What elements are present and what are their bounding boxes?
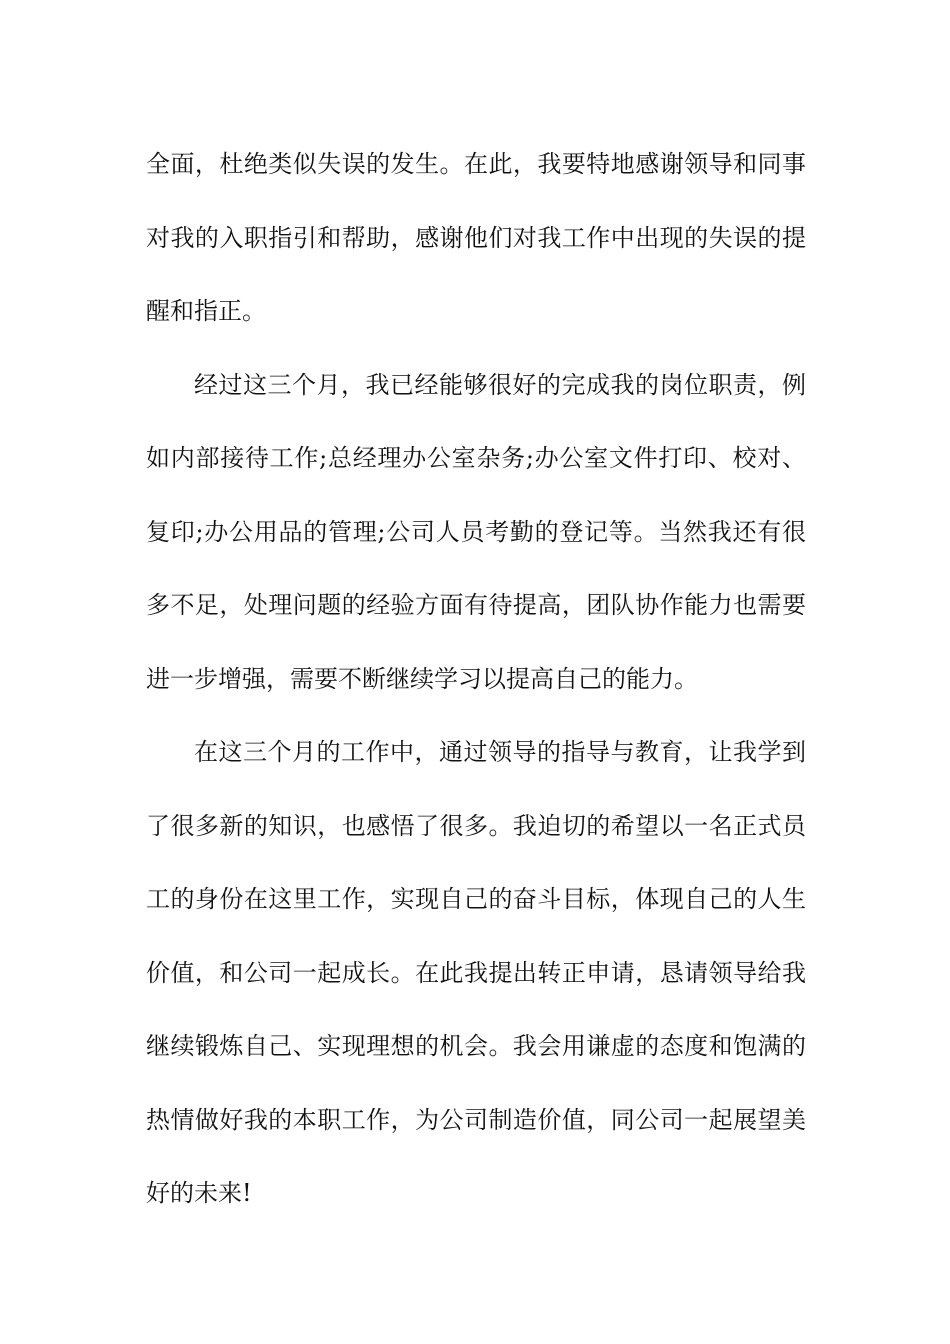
document-body [146,128,806,1231]
paragraph-application: 在这三个月的工作中，通过领导的指导与教育，让我学到了很多新的知识，也感悟了很多。我迫切的希望以一名正式员工的身份在这里工作，实现自己的奋斗目标，体现自己的人生价值，和公司一起成长。在此我提出转正申请，恳请领导给我继续锻炼自己、实现理想的机会。我会用谦虚的态度和饱满的热情做好我的本职工作，为公司制造价值，同公司一起展望美好的未来! [146,738,806,1207]
paragraph-duties: 经过这三个月，我已经能够很好的完成我的岗位职责，例如内部接待工作;总经理办公室杂务;办公室文件打印、校对、复印;办公用品的管理;公司人员考勤的登记等。当然我还有很多不足，处理问题的经验方面有待提高，团队协作能力也需要进一步增强，需要不断继续学习以提高自己的能力。 [146,370,806,693]
paragraph-continued: 全面，杜绝类似失误的发生。在此，我要特地感谢领导和同事对我的入职指引和帮助，感谢他们对我工作中出现的失误的提醒和指正。 [146,150,806,325]
